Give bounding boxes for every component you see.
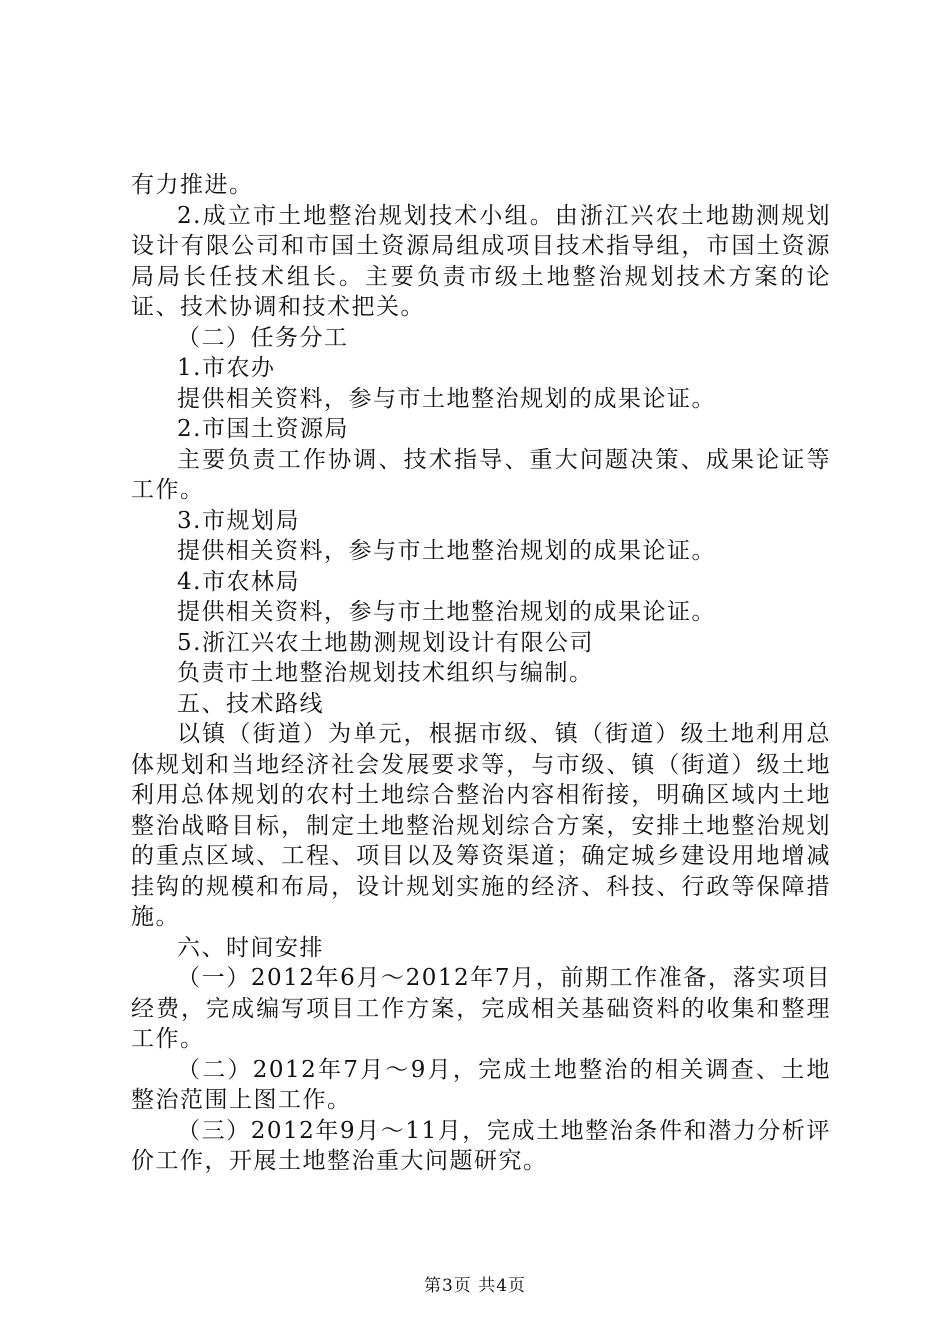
paragraph: 提供相关资料，参与市土地整治规划的成果论证。 bbox=[177, 385, 716, 412]
page-number: 第3页 共4页 bbox=[423, 1276, 527, 1296]
section-heading: （二）任务分工 bbox=[177, 324, 349, 351]
paragraph: （二）2012年7月～9月，完成土地整治的相关调查、土地整治范围上图工作。 bbox=[131, 1056, 831, 1113]
item-heading: 1.市农办 bbox=[177, 355, 276, 381]
paragraph: 以镇（街道）为单元，根据市级、镇（街道）级土地利用总体规划和当地经济社会发展要求等，与市级、镇（街道）级土地利用总体规划的农村土地综合整治内容相衔接，明确区域内土地整治战略目标，制定土地整治规划综合方案，安排土地整治规划的重点区域、工程、项目以及筹资渠道；确定城乡建设用地增减挂钩的规模和布局，设计规划实施的经济、科技、行政等保障措施。 bbox=[131, 721, 831, 930]
paragraph: 2.成立市土地整治规划技术小组。由浙江兴农土地勘测规划设计有限公司和市国土资源局组成项目技术指导组，市国土资源局局长任技术组长。主要负责市级土地整治规划技术方案的论证、技术协调和技术把关。 bbox=[131, 202, 831, 320]
paragraph: 提供相关资料，参与市土地整治规划的成果论证。 bbox=[177, 599, 716, 625]
item-heading: 2.市国土资源局 bbox=[177, 416, 349, 442]
page-footer bbox=[0, 1271, 950, 1296]
paragraph: 提供相关资料，参与市土地整治规划的成果论证。 bbox=[177, 538, 716, 564]
item-heading: 3.市规划局 bbox=[177, 507, 300, 534]
section-heading: 六、时间安排 bbox=[177, 934, 324, 961]
paragraph: 有力推进。 bbox=[131, 172, 254, 198]
paragraph: （三）2012年9月～11月，完成土地整治条件和潜力分析评价工作，开展土地整治重大问题研究。 bbox=[131, 1117, 831, 1174]
paragraph: （一）2012年6月～2012年7月，前期工作准备，落实项目经费，完成编写项目工作方案，完成相关基础资料的收集和整理工作。 bbox=[131, 965, 831, 1052]
paragraph: 负责市土地整治规划技术组织与编制。 bbox=[177, 660, 594, 686]
item-heading: 5.浙江兴农土地勘测规划设计有限公司 bbox=[177, 629, 594, 656]
item-heading: 4.市农林局 bbox=[177, 568, 300, 595]
section-heading: 五、技术路线 bbox=[177, 690, 324, 717]
body-text bbox=[131, 170, 831, 1177]
paragraph: 主要负责工作协调、技术指导、重大问题决策、成果论证等工作。 bbox=[131, 446, 831, 503]
